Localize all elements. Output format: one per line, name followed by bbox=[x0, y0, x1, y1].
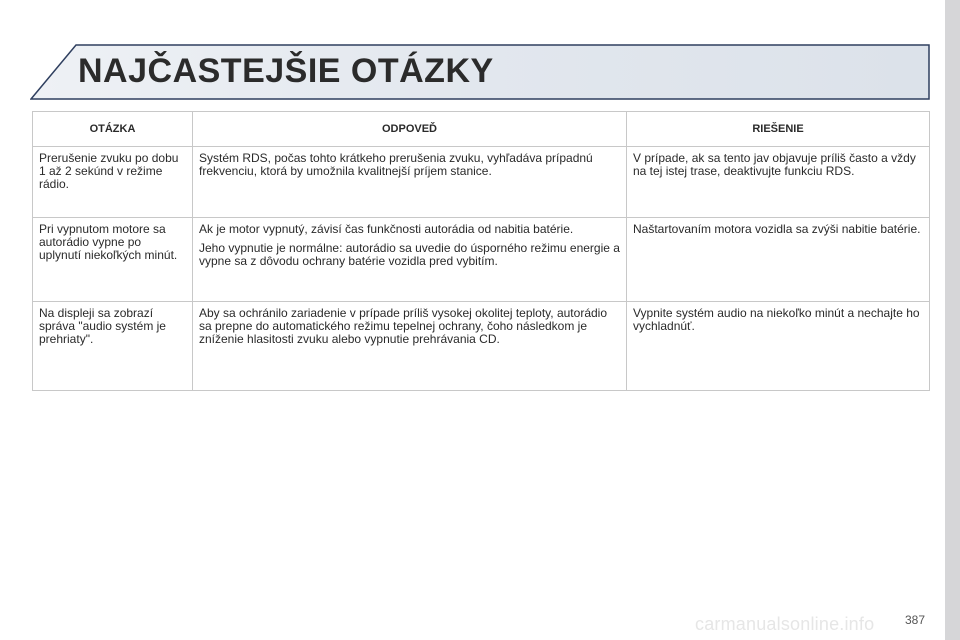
solution-cell: Naštartovaním motora vozidla sa zvýši nabitie batérie. bbox=[627, 218, 930, 302]
answer-cell bbox=[193, 218, 627, 302]
answer-paragraph: Ak je motor vypnutý, závisí čas funkčnosti autorádia od nabitia batérie. bbox=[199, 222, 574, 236]
question-cell: Na displeji sa zobrazí správa "audio systém je prehriaty". bbox=[33, 302, 193, 391]
table-row bbox=[33, 218, 930, 302]
column-header-answer: ODPOVEĎ bbox=[193, 112, 627, 147]
side-strip bbox=[945, 0, 960, 640]
solution-cell: Vypnite systém audio na niekoľko minút a nechajte ho vychladnúť. bbox=[627, 302, 930, 391]
column-header-question: OTÁZKA bbox=[33, 112, 193, 147]
page-number: 387 bbox=[905, 613, 926, 627]
question-cell: Pri vypnutom motore sa autorádio vypne po uplynutí niekoľkých minút. bbox=[33, 218, 193, 302]
table-row bbox=[33, 147, 930, 218]
page-title: NAJČASTEJŠIE OTÁZKY bbox=[78, 52, 494, 90]
answer-cell bbox=[193, 147, 627, 218]
solution-cell: V prípade, ak sa tento jav objavuje príliš často a vždy na tej istej trase, deaktivujte funkciu RDS. bbox=[627, 147, 930, 218]
watermark: carmanualsonline.info bbox=[695, 614, 875, 634]
answer-paragraph: Jeho vypnutie je normálne: autorádio sa uvedie do úsporného režimu energie a vypne sa z dôvodu ochrany batérie vozidla pred vybitím. bbox=[199, 241, 620, 268]
question-cell: Prerušenie zvuku po dobu 1 až 2 sekúnd v režime rádio. bbox=[33, 147, 193, 218]
table-header-row bbox=[33, 112, 930, 147]
faq-table bbox=[32, 111, 930, 391]
table-row bbox=[33, 302, 930, 391]
answer-paragraph: Aby sa ochránilo zariadenie v prípade príliš vysokej okolitej teploty, autorádio sa prepne do automatického režimu tepelnej ochrany, čoho následkom je zníženie hlasitosti zvuku alebo vypnutie prehrávania CD. bbox=[199, 306, 607, 346]
column-header-solution: RIEŠENIE bbox=[627, 112, 930, 147]
answer-paragraph: Systém RDS, počas tohto krátkeho prerušenia zvuku, vyhľadáva prípadnú frekvenciu, ktorá by umožnila kvalitnejší príjem stanice. bbox=[199, 151, 593, 178]
answer-cell bbox=[193, 302, 627, 391]
